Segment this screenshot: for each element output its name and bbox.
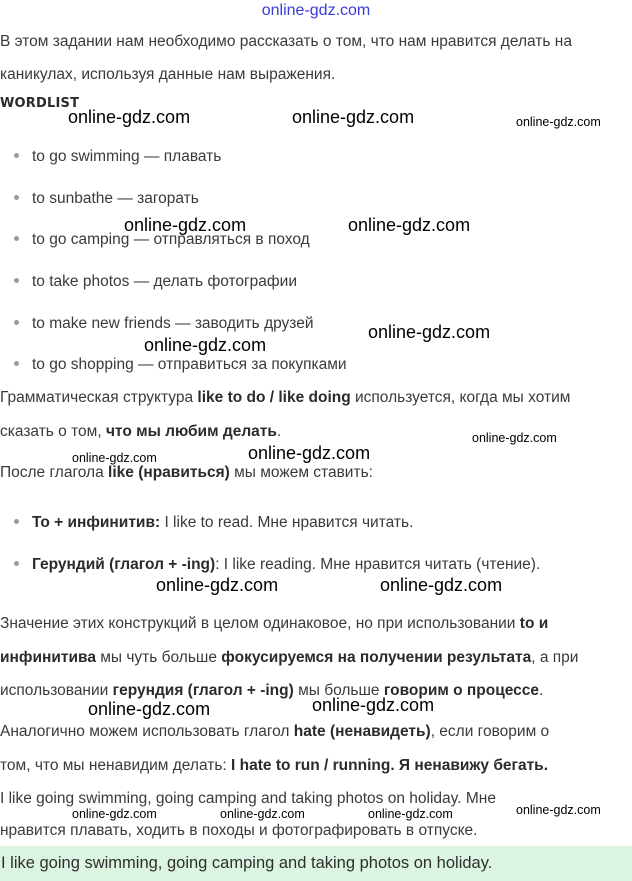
list-item bbox=[14, 273, 297, 291]
watermark: online-gdz.com bbox=[68, 107, 191, 127]
list-item-text: to go shopping — отправиться за покупками bbox=[32, 356, 347, 373]
watermark: online-gdz.com bbox=[312, 695, 435, 715]
list-item bbox=[14, 190, 199, 208]
meaning-line-3: использовании герундия (глагол + -ing) мы больше говорим о процессе. bbox=[0, 682, 544, 699]
bullet-icon bbox=[14, 320, 19, 325]
grammar-line-1: Грамматическая структура like to do / like doing используется, когда мы хотим bbox=[0, 389, 571, 406]
watermark: online-gdz.com bbox=[516, 803, 601, 817]
hate-line-1: Аналогично можем использовать глагол hate (ненавидеть), если говорим о bbox=[0, 723, 550, 740]
bullet-icon bbox=[14, 561, 19, 566]
list-item bbox=[14, 148, 221, 166]
watermark: online-gdz.com bbox=[72, 807, 157, 821]
watermark: online-gdz.com bbox=[368, 807, 453, 821]
hate-line-2: том, что мы ненавидим делать: I hate to run / running. Я ненавижу бегать. bbox=[0, 757, 549, 774]
list-item bbox=[14, 315, 314, 333]
list-item: Герундий (глагол + -ing): I like reading. Мне нравится читать (чтение). bbox=[14, 556, 540, 574]
watermark: online-gdz.com bbox=[220, 807, 305, 821]
watermark: online-gdz.com bbox=[88, 699, 211, 719]
list-item-text: to take photos — делать фотографии bbox=[32, 273, 297, 290]
watermark: online-gdz.com bbox=[144, 335, 267, 355]
top-watermark: online-gdz.com bbox=[261, 2, 371, 19]
example-line-1: I like going swimming, going camping and taking photos on holiday. Мне bbox=[0, 790, 496, 807]
list-item-text: to go swimming — плавать bbox=[32, 148, 222, 165]
list-item-text: to sunbathe — загорать bbox=[32, 190, 199, 207]
meaning-line-1: Значение этих конструкций в целом одинаковое, но при использовании to и bbox=[0, 615, 549, 632]
grammar-line-2: сказать о том, что мы любим делать. bbox=[0, 423, 282, 440]
watermark: online-gdz.com bbox=[124, 215, 247, 235]
bullet-icon bbox=[14, 195, 19, 200]
list-item-text: to go camping — отправляться в поход bbox=[32, 231, 310, 248]
watermark: online-gdz.com bbox=[248, 443, 371, 463]
watermark: online-gdz.com bbox=[292, 107, 415, 127]
watermark: online-gdz.com bbox=[516, 115, 601, 129]
grammar-line-3: После глагола like (нравиться) мы можем ставить: bbox=[0, 464, 373, 481]
example-line-2: нравится плавать, ходить в походы и фотографировать в отпуске. bbox=[0, 822, 478, 839]
watermark: online-gdz.com bbox=[156, 575, 279, 595]
bullet-icon bbox=[14, 236, 19, 241]
bullet-icon bbox=[14, 361, 19, 366]
bullet-icon bbox=[14, 278, 19, 283]
list-item: To + инфинитив: I like to read. Мне нравится читать. bbox=[14, 514, 413, 532]
bullet-icon bbox=[14, 519, 19, 524]
bullet-icon bbox=[14, 153, 19, 158]
watermark: online-gdz.com bbox=[368, 322, 491, 342]
intro-line-2: каникулах, используя данные нам выражения. bbox=[0, 66, 336, 83]
intro-line-1: В этом задании нам необходимо рассказать о том, что нам нравится делать на bbox=[0, 33, 572, 50]
watermark: online-gdz.com bbox=[348, 215, 471, 235]
wordlist-heading: WORDLIST bbox=[0, 96, 80, 111]
watermark: online-gdz.com bbox=[380, 575, 503, 595]
watermark: online-gdz.com bbox=[472, 431, 557, 445]
list-item bbox=[14, 356, 347, 374]
watermark: online-gdz.com bbox=[72, 451, 157, 465]
list-item-text: to make new friends — заводить друзей bbox=[32, 315, 314, 332]
answer-box: I like going swimming, going camping and taking photos on holiday. bbox=[0, 846, 632, 881]
meaning-line-2: инфинитива мы чуть больше фокусируемся на получении результата, а при bbox=[0, 649, 579, 666]
